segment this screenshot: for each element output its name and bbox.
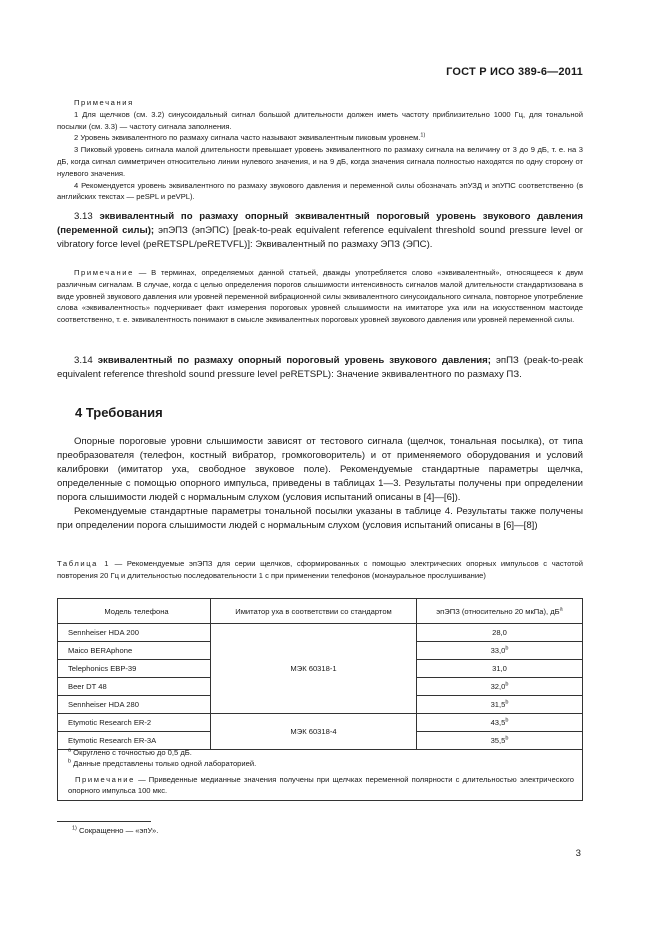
page-number: 3: [575, 848, 581, 859]
cell-value: 31,0: [417, 660, 583, 678]
document-code: ГОСТ Р ИСО 389-6—2011: [446, 66, 583, 78]
term-title: эквивалентный по размаху опорный эквивалентный пороговый уровень звукового давления (переменной силы);: [57, 211, 583, 236]
note-4: 4 Рекомендуется уровень эквивалентного по размаху звукового давления и переменной силы обозначать эпУЗД и эпУПС соответственно (в английских текстах — peSPL и peVPL).: [57, 180, 583, 202]
section-title: 4 Требования: [75, 405, 163, 420]
note-text: — В терминах, определяемых данной статьей, дважды употребляется слово «эквивалентный», относящееся к двум различным сигналам. В случае, когда с целью определения порогов слышимости интенсивность сигналов малой длительности стандартизована в виде уровней звукового давления или уровней переменной вибрационной силы эквивалентного синусоидального сигнала, повторное употребление слова «эквивалентность» подчеркивает факт измерения пороговых уровней слышимости на имитаторе уха или на искусственном мастоиде соответственно, т. е. эквивалентность понимают в смысле эквивалентных пороговых уровней звукового давления или уровней переменной силы.: [57, 268, 583, 325]
table-row: [58, 714, 583, 732]
table-footnotes: [57, 744, 583, 801]
header-model: Модель телефона: [58, 599, 211, 624]
term-title: эквивалентный по размаху опорный пороговый уровень звукового давления;: [97, 355, 491, 366]
cell-model: Sennheiser HDA 200: [58, 624, 211, 642]
term-3-14: [57, 354, 583, 382]
term-definition: эпЭПЗ (эпЭПС) [peak-to-peak equivalent reference equivalent threshold sound pressure level or vibratory force level (peRETSPL/peRETVFL)]: Эквивалентный по размаху ЭПЗ (ЭПС).: [57, 225, 583, 250]
cell-value: 31,5$^b$: [417, 696, 583, 714]
header-simulator: Имитатор уха в соответствии со стандартом: [211, 599, 417, 624]
cell-value: 35,5$^b$: [417, 732, 583, 750]
note-3: 3 Пиковый уровень сигнала малой длительности превышает уровень эквивалентного по размаху сигнала на величину от 3 до 9 дБ, т. е. на 3 дБ, когда сигнал симметричен относительно линии нулевого значения, и на 9 дБ, когда значения сигнала полностью находятся по одну сторону от нулевого значения.: [57, 145, 583, 178]
term-number: 3.14: [74, 355, 93, 366]
cell-model: Beer DT 48: [58, 678, 211, 696]
table-header-row: [58, 599, 583, 624]
footnote-divider: [57, 821, 151, 822]
cell-value: 32,0$^b$: [417, 678, 583, 696]
table-footnote-a: $^a$ Округлено с точностью до 0,5 дБ.: [68, 747, 192, 757]
term-3-13: [57, 210, 583, 252]
cell-simulator: МЭК 60318-4: [211, 714, 417, 750]
cell-model: Telephonics EBP-39: [58, 660, 211, 678]
table-footnote-b: $^b$ Данные представлены только одной лабораторией.: [68, 758, 257, 769]
note-label: Примечание: [74, 268, 134, 277]
table-caption-text: — Рекомендуемые эпЭПЗ для серии щелчков, сформированных с помощью электрических опорных импульсов с частотой повторения 20 Гц и длительностью последовательности 1 с при применении телефонов (монауральное прослушивание): [57, 559, 583, 580]
page-footnote: $^{1)}$ Сокращенно — «эпУ».: [72, 825, 159, 835]
header-value: эпЭПЗ (относительно 20 мкПа), $дБ^a$: [417, 599, 583, 624]
footnote-ref: 1): [420, 132, 426, 139]
cell-model: Sennheiser HDA 280: [58, 696, 211, 714]
note-2: 2 Уровень эквивалентного по размаху сигнала часто называют эквивалентным пиковым уровнем.$^{1)}$: [74, 132, 426, 143]
cell-model: Etymotic Research ER-3A: [58, 732, 211, 750]
cell-value: 33,0$^b$: [417, 642, 583, 660]
section-4-body: [57, 435, 583, 533]
table-note: Примечание — Приведенные медианные значения получены при щелчках переменной полярности с длительностью электрического опорного импульса 100 мкс.: [68, 774, 574, 796]
term-number: 3.13: [74, 211, 93, 222]
notes-title: Примечания: [74, 98, 134, 107]
notes-block: [57, 97, 583, 203]
cell-model: Maico BERAphone: [58, 642, 211, 660]
table-caption: [57, 558, 583, 582]
paragraph-2: Рекомендуемые стандартные параметры тональной посылки указаны в таблице 4. Результаты также получены при определении порога слышимости людей с нормальным слухом (условия испытаний описаны в [6]—[8]): [57, 506, 583, 531]
table-label: Таблица 1: [57, 559, 111, 568]
term-definition: эпПЗ (peak-to-peak equivalent reference threshold sound pressure level peRETSPL): Значение эквивалентного по размаху ПЗ.: [57, 355, 583, 380]
cell-value: 43,5$^b$: [417, 714, 583, 732]
data-table: [57, 598, 583, 750]
note-1: 1 Для щелчков (см. 3.2) синусоидальный сигнал большой длительности должен иметь частоту приблизительно 1000 Гц, для тональной посылки (см. 3.3) — частоту сигнала заполнения.: [57, 109, 583, 131]
table-row: [58, 624, 583, 642]
cell-value: 28,0: [417, 624, 583, 642]
cell-simulator: МЭК 60318-1: [211, 624, 417, 714]
paragraph-1: Опорные пороговые уровни слышимости зависят от тестового сигнала (щелчок, тональная посылка), от типа преобразователя (телефон, костный вибратор, громкоговоритель) и от применяемого оборудования и условий калибровки (имитатор уха, свободное звуковое поле). Рекомендуемые стандартные параметры щелчка, определенные с помощью опорного импульса, приведены в таблицах 1—3. Результаты получены при определении порога слышимости людей с нормальным слухом (условия испытаний описаны в [4]—[6]).: [57, 436, 583, 503]
cell-model: Etymotic Research ER-2: [58, 714, 211, 732]
note-3-13: [57, 267, 583, 326]
